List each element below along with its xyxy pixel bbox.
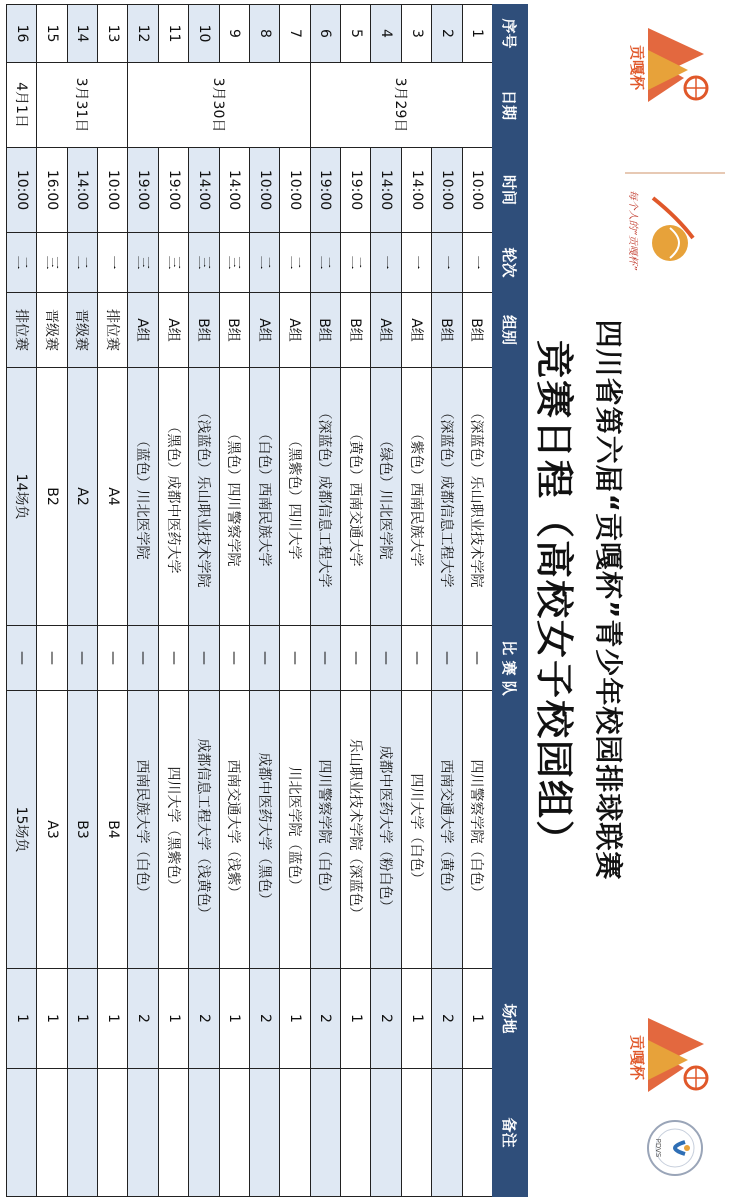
cell-round: 二 (280, 233, 310, 293)
cell-vs: — (341, 626, 371, 691)
cell-team-b: B3 (67, 691, 97, 969)
header-teams: 比 赛 队 (493, 368, 528, 969)
cell-note (67, 1069, 97, 1197)
cell-group: A组 (250, 293, 280, 368)
cell-group: B组 (219, 293, 249, 368)
cell-time: 10:00 (98, 148, 128, 233)
header-time: 时间 (493, 148, 528, 233)
cell-venue: 1 (341, 969, 371, 1069)
cell-venue: 1 (401, 969, 431, 1069)
cell-note (250, 1069, 280, 1197)
cell-team-b: 四川大学（黑紫色） (158, 691, 188, 969)
cell-no: 13 (98, 5, 128, 63)
cell-group: A组 (401, 293, 431, 368)
cell-round: 一 (462, 233, 492, 293)
cell-vs: — (432, 626, 462, 691)
cell-no: 1 (462, 5, 492, 63)
cell-venue: 2 (250, 969, 280, 1069)
cell-venue: 1 (67, 969, 97, 1069)
table-row (250, 5, 280, 1197)
cell-no: 4 (371, 5, 401, 63)
header-no: 序号 (493, 5, 528, 63)
cell-venue: 1 (98, 969, 128, 1069)
table-row (67, 5, 97, 1197)
cell-note (128, 1069, 158, 1197)
table-row (158, 5, 188, 1197)
cell-round: 二 (310, 233, 340, 293)
cell-team-b: 乐山职业技术学院（深蓝色） (341, 691, 371, 969)
table-row (462, 5, 492, 1197)
cell-date: 3月29日 (310, 63, 492, 148)
cell-time: 10:00 (280, 148, 310, 233)
cell-vs: — (67, 626, 97, 691)
cell-round: 三 (37, 233, 67, 293)
cell-group: A组 (371, 293, 401, 368)
cell-time: 16:00 (37, 148, 67, 233)
cell-team-a: （白色）西南民族大学 (250, 368, 280, 626)
cell-venue: 2 (310, 969, 340, 1069)
cell-group: B组 (310, 293, 340, 368)
cell-vs: — (98, 626, 128, 691)
cell-venue: 2 (128, 969, 158, 1069)
header-group: 组别 (493, 293, 528, 368)
cell-group: 晋级赛 (67, 293, 97, 368)
table-row (310, 5, 340, 1197)
cell-vs: — (462, 626, 492, 691)
cell-team-a: A2 (67, 368, 97, 626)
cell-note (219, 1069, 249, 1197)
header-venue: 场地 (493, 969, 528, 1069)
cell-vs: — (158, 626, 188, 691)
cell-team-b: 成都信息工程大学（浅黄色） (189, 691, 219, 969)
cell-note (462, 1069, 492, 1197)
cell-time: 19:00 (158, 148, 188, 233)
cell-time: 19:00 (341, 148, 371, 233)
cell-team-a: （深蓝色）乐山职业技术学院 (462, 368, 492, 626)
cell-no: 8 (250, 5, 280, 63)
cell-team-b: A3 (37, 691, 67, 969)
cell-team-a: （黄色）西南交通大学 (341, 368, 371, 626)
cell-round: 三 (158, 233, 188, 293)
table-header-row (493, 5, 528, 1197)
cell-team-a: A4 (98, 368, 128, 626)
cell-group: B组 (462, 293, 492, 368)
cell-vs: — (37, 626, 67, 691)
cell-round: 三 (219, 233, 249, 293)
cell-time: 19:00 (310, 148, 340, 233)
logo-right-text: 贡嘎杯 (628, 1034, 646, 1080)
cell-time: 14:00 (67, 148, 97, 233)
cell-team-b: 四川警察学院（白色） (310, 691, 340, 969)
cell-group: A组 (128, 293, 158, 368)
table-row (98, 5, 128, 1197)
cell-team-b: 四川警察学院（白色） (462, 691, 492, 969)
cell-vs: — (128, 626, 158, 691)
cell-time: 10:00 (250, 148, 280, 233)
cell-group: A组 (280, 293, 310, 368)
seal-text: PDVS (654, 1138, 662, 1158)
cell-team-a: （浅蓝色）乐山职业技术学院 (189, 368, 219, 626)
cell-note (280, 1069, 310, 1197)
logo-left-text: 贡嘎杯 (628, 44, 646, 90)
schedule-table (6, 4, 528, 1197)
cell-team-a: （深蓝色）成都信息工程大学 (310, 368, 340, 626)
cell-team-a: （黑色）成都中医药大学 (158, 368, 188, 626)
header-note: 备注 (493, 1069, 528, 1197)
cell-venue: 1 (37, 969, 67, 1069)
cell-time: 19:00 (128, 148, 158, 233)
cell-vs: — (401, 626, 431, 691)
title-sub: 竞赛日程（高校女子校园组） (532, 339, 576, 860)
cell-note (158, 1069, 188, 1197)
cell-team-a: （黑色）四川警察学院 (219, 368, 249, 626)
cell-round: 二 (67, 233, 97, 293)
table-row (128, 5, 158, 1197)
table-row (401, 5, 431, 1197)
cell-no: 7 (280, 5, 310, 63)
table-row (371, 5, 401, 1197)
cell-note (371, 1069, 401, 1197)
cell-round: 一 (98, 233, 128, 293)
cell-venue: 1 (280, 969, 310, 1069)
cell-no: 14 (67, 5, 97, 63)
cell-round: 一 (401, 233, 431, 293)
cell-team-a: （绿色）川北医学院 (371, 368, 401, 626)
cell-team-a: （深蓝色）成都信息工程大学 (432, 368, 462, 626)
cell-team-b: 西南交通大学（浅紫） (219, 691, 249, 969)
cell-round: 三 (128, 233, 158, 293)
cell-group: B组 (189, 293, 219, 368)
cell-team-b: 15场负 (7, 691, 37, 969)
table-row (432, 5, 462, 1197)
cell-round: 二 (250, 233, 280, 293)
cell-team-b: B4 (98, 691, 128, 969)
table-row (341, 5, 371, 1197)
cell-note (310, 1069, 340, 1197)
title-main: 四川省第六届“贡嘎杯”青少年校园排球联赛 (592, 319, 625, 881)
cell-venue: 1 (7, 969, 37, 1069)
cell-no: 3 (401, 5, 431, 63)
cell-time: 14:00 (401, 148, 431, 233)
cell-no: 9 (219, 5, 249, 63)
logo-divider (625, 172, 725, 174)
table-row (7, 5, 37, 1197)
cell-venue: 1 (462, 969, 492, 1069)
cell-group: 排位赛 (98, 293, 128, 368)
cell-vs: — (219, 626, 249, 691)
cell-venue: 2 (189, 969, 219, 1069)
cell-group: A组 (158, 293, 188, 368)
cell-vs: — (189, 626, 219, 691)
cell-round: 一 (432, 233, 462, 293)
cell-no: 10 (189, 5, 219, 63)
table-row (189, 5, 219, 1197)
cell-date: 3月30日 (128, 63, 310, 148)
cell-note (7, 1069, 37, 1197)
cell-note (401, 1069, 431, 1197)
cell-note (189, 1069, 219, 1197)
cell-round: 二 (341, 233, 371, 293)
cell-no: 6 (310, 5, 340, 63)
cell-team-a: （蓝色）川北医学院 (128, 368, 158, 626)
cell-venue: 1 (219, 969, 249, 1069)
cell-round: 二 (7, 233, 37, 293)
cell-note (98, 1069, 128, 1197)
cell-no: 12 (128, 5, 158, 63)
cell-team-b: 川北医学院（蓝色） (280, 691, 310, 969)
cell-team-b: 西南交通大学（黄色） (432, 691, 462, 969)
cell-no: 16 (7, 5, 37, 63)
cell-group: B组 (432, 293, 462, 368)
cell-vs: — (280, 626, 310, 691)
cell-time: 14:00 (371, 148, 401, 233)
cell-time: 10:00 (462, 148, 492, 233)
cell-team-a: （紫色）西南民族大学 (401, 368, 431, 626)
table-row (219, 5, 249, 1197)
cell-team-b: 四川大学（白色） (401, 691, 431, 969)
cell-date: 3月31日 (37, 63, 128, 148)
cell-note (37, 1069, 67, 1197)
cell-time: 10:00 (7, 148, 37, 233)
cell-vs: — (371, 626, 401, 691)
cell-team-a: （黑紫色）四川大学 (280, 368, 310, 626)
table-row (37, 5, 67, 1197)
cell-no: 15 (37, 5, 67, 63)
cell-group: 排位赛 (7, 293, 37, 368)
cell-venue: 2 (371, 969, 401, 1069)
cell-vs: — (310, 626, 340, 691)
schedule-body (7, 5, 493, 1197)
header-date: 日期 (493, 63, 528, 148)
cell-no: 2 (432, 5, 462, 63)
cell-round: 三 (189, 233, 219, 293)
cell-group: 晋级赛 (37, 293, 67, 368)
slogan-logo (638, 188, 708, 268)
cell-team-b: 西南民族大学（白色） (128, 691, 158, 969)
cell-note (432, 1069, 462, 1197)
cell-time: 10:00 (432, 148, 462, 233)
cell-group: B组 (341, 293, 371, 368)
cell-team-b: 成都中医药大学（黑色） (250, 691, 280, 969)
cell-no: 5 (341, 5, 371, 63)
cell-round: 一 (371, 233, 401, 293)
cell-vs: — (7, 626, 37, 691)
header-round: 轮次 (493, 233, 528, 293)
cell-team-a: 14场负 (7, 368, 37, 626)
cell-team-a: B2 (37, 368, 67, 626)
cell-vs: — (250, 626, 280, 691)
cell-time: 14:00 (189, 148, 219, 233)
cell-venue: 1 (158, 969, 188, 1069)
logo-slogan-text: 每个人的“贡嘎杯” (627, 189, 638, 271)
cell-date: 4月1日 (7, 63, 37, 148)
cell-note (341, 1069, 371, 1197)
cell-venue: 2 (432, 969, 462, 1069)
cell-no: 11 (158, 5, 188, 63)
table-row (280, 5, 310, 1197)
cell-team-b: 成都中医药大学（粉白色） (371, 691, 401, 969)
cell-time: 14:00 (219, 148, 249, 233)
